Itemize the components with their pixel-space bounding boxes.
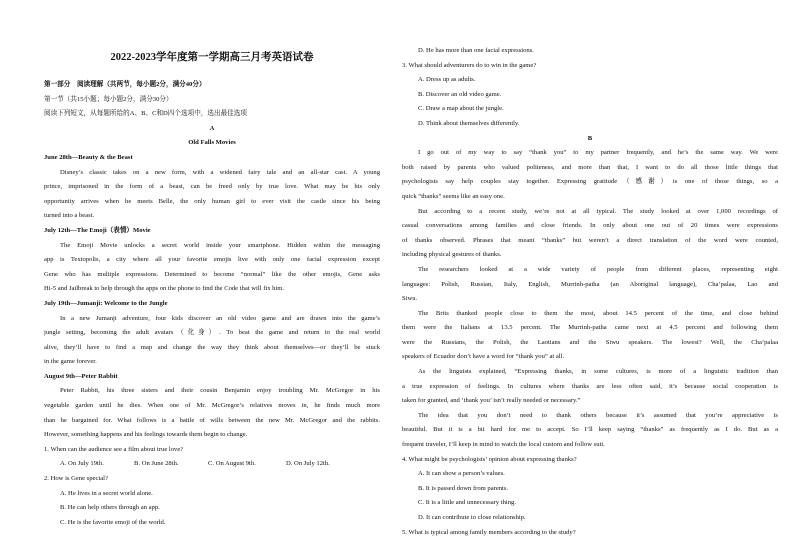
- passage-b-line: The researchers looked at a wide variety of people from different places, representing eight: [418, 265, 778, 273]
- passage-b-line: casual conversations among families and close friends. In only about one out of 20 times were expressions: [402, 222, 778, 230]
- passage-a-title: Old Falls Movies: [188, 139, 236, 147]
- passage-b-line: But according to a recent study, we’re not at all typical. The study looked at over 1,000 recordings of: [418, 207, 778, 215]
- q3-option-b: B. Discover an old video game.: [418, 90, 502, 98]
- q3-option-c: C. Draw a map about the jungle.: [418, 105, 504, 113]
- movie3-heading: July 19th—Jumanji: Welcome to the Jungle: [44, 299, 168, 307]
- q4-option-b: B. It is passed down from parents.: [418, 484, 509, 492]
- q1-option-d: D. On July 12th.: [286, 460, 330, 468]
- passage-b-line: quick “thanks” seems like an easy one.: [402, 192, 505, 200]
- movie4-line: However, something happens and his feelings towards them begin to change.: [44, 431, 248, 439]
- question-1-options: [44, 457, 380, 472]
- movie2-heading: July 12th—The Emoji（表情）Movie: [44, 226, 151, 234]
- movie1-line: Disney’s classic takes on a new form, with a widened fairy tale and an all-star cast. A young: [60, 168, 380, 176]
- question-3: 3. What should adventurers do to win in the game?: [402, 61, 537, 69]
- movie3-line: In a new Jumanji adventure, four kids discover an old video game and are drawn into the game’s: [60, 314, 380, 322]
- q2-option-a: A. He lives in a secret world alone.: [60, 489, 153, 497]
- q1-option-a: A. On July 19th.: [60, 460, 104, 468]
- passage-b-line: speakers of Ecuador don’t have a word for “thank you” at all.: [402, 353, 565, 361]
- question-1: 1. When can the audience see a film about true love?: [44, 445, 184, 453]
- q4-option-d: D. It can contribute to close relationship.: [418, 514, 526, 521]
- passage-b-line: them were the Italians at 13.5 percent. The Murrinh-patha came next at 4.5 percent and following them: [402, 324, 778, 332]
- q2-option-c: C. He is the favorite emoji of the world.: [60, 518, 166, 526]
- passage-a-letter: A: [209, 124, 215, 132]
- movie3-line: jungle setting, becoming the adult avatars（化身）. To beat the game and return to the real world: [44, 329, 380, 337]
- passage-b-line: The idea that you don’t need to thank others because it’s assumed that you’re appreciative is: [418, 411, 778, 419]
- question-2: 2. How is Gene special?: [44, 475, 108, 483]
- q2-option-d: D. He has more than one facial expressions.: [418, 47, 534, 54]
- passage-b-line: were the Russians, the Polish, the Laotians and the Siwu speakers. The lowest? Well, the Cha’palaa: [402, 338, 778, 346]
- passage-b-line: frequent traveler, I’ll keep in mind to watch the local custom and follow suit.: [402, 441, 605, 449]
- movie1-line: opportunity arrives when he meets Belle, the only human girl to ever visit the castle since his being: [44, 197, 380, 205]
- q4-option-a: A. It can show a person’s values.: [418, 470, 505, 478]
- q3-option-d: D. Think about themselves differently.: [418, 119, 520, 127]
- movie4-line: vegetable garden until he dies. When one of Mr. McGregor’s relatives moves in, he finds much more: [44, 402, 380, 410]
- passage-b-line: Siwu.: [402, 295, 418, 303]
- movie4-line: Peter Rabbit, his three sisters and their cousin Benjamin enjoy troubling Mr. McGregor in his: [60, 387, 380, 395]
- passage-b-line: languages: Polish, Russian, Italy, English, Murrinh-patha (an Aboriginal language), Cha’palaa, Lao and: [402, 280, 778, 288]
- passage-b-line: The Brits thanked people close to them the most, about 14.5 percent of the time, and close behind: [418, 309, 778, 317]
- question-4: 4. What might be psychologists’ opinion about expressing thanks?: [402, 455, 577, 463]
- passage-b-line: including physical gestures of thanks.: [402, 251, 502, 259]
- passage-b-line: beautiful. But it is a bit hard for me to accept. So I’ll keep saying “thanks” as frequently as I do. But as a: [402, 426, 778, 434]
- instruction: 阅读下列短文，从每题所给的A、B、C和D四个选项中，选出最佳选项: [44, 110, 247, 118]
- q2-option-b: B. He can help others through an app.: [60, 504, 160, 512]
- movie3-line: in the game forever.: [44, 358, 97, 366]
- movie1-heading: June 28th—Beauty & the Beast: [44, 153, 133, 161]
- question-5: 5. What is typical among family members according to the study?: [402, 528, 576, 536]
- passage-b-line: As the linguists explained, “Expressing thanks, in some cultures, is more of a linguistic tradition than: [418, 368, 778, 376]
- movie4-heading: August 9th—Peter Rabbit: [44, 372, 118, 380]
- movie2-line: The Emoji Movie unlocks a secret world inside your smartphone. Hidden within the messaging: [60, 241, 380, 249]
- part1-heading: 第一部分 阅读理解（共两节，每小题2分，满分40分）: [44, 81, 206, 88]
- section1-note: 第一节（共15小题；每小题2分，满分30分）: [44, 95, 173, 103]
- movie4-line: than he bargained for. What follows is a battle of wills between the new Mr. McGregor and the rabbits.: [44, 416, 380, 424]
- movie1-line: turned into a beast.: [44, 212, 95, 220]
- left-column: [44, 78, 380, 530]
- passage-b-line: psychologists say help couples stay together. Expressing gratitude（感谢）is one of those things, so a: [402, 178, 778, 186]
- passage-b-letter: B: [587, 134, 593, 142]
- passage-b-line: taken for granted, and ‘thank you’ isn’t really needed or necessary.”: [402, 397, 581, 405]
- movie2-line: Gene who has multiple expressions. Determined to become “normal” like the other emojis, Gene asks: [44, 270, 380, 278]
- movie2-line: app is Textopolis, a city where all your favorite emojis live with only one facial expression except: [44, 256, 380, 264]
- movie3-line: alive, they’ll have to find a map and change the way they think about themselves—or they’ll be stuck: [44, 343, 380, 351]
- movie1-line: prince, imprisoned in the form of a beast, can be freed only by true love. What may be his only: [44, 183, 380, 191]
- passage-b-line: both raised by parents who valued politeness, and more than that, I want to do all those little things that: [402, 163, 778, 171]
- passage-b-line: a true expression of feelings. In cultures where thanks are less often said, it’s because social cooperation is: [402, 382, 778, 390]
- passage-b-line: of thanks observed. Phrases that meant “thanks” but weren’t a direct translation of the word were counted,: [402, 236, 778, 244]
- q3-option-a: A. Dress up as adults.: [418, 76, 476, 84]
- exam-title: 2022-2023学年度第一学期高三月考英语试卷: [110, 52, 314, 63]
- movie2-line: Hi-5 and Jailbreak to help through the apps on the phone to find the Code that will fix him.: [44, 285, 285, 293]
- right-column: [402, 44, 778, 540]
- q1-option-b: B. On June 28th.: [134, 460, 179, 468]
- passage-b-line: I go out of my way to say “thank you” to my partner frequently, and he’s the same way. We were: [418, 149, 778, 157]
- q1-option-c: C. On August 9th.: [208, 460, 256, 468]
- q4-option-c: C. It is a little and unnecessary thing.: [418, 499, 516, 507]
